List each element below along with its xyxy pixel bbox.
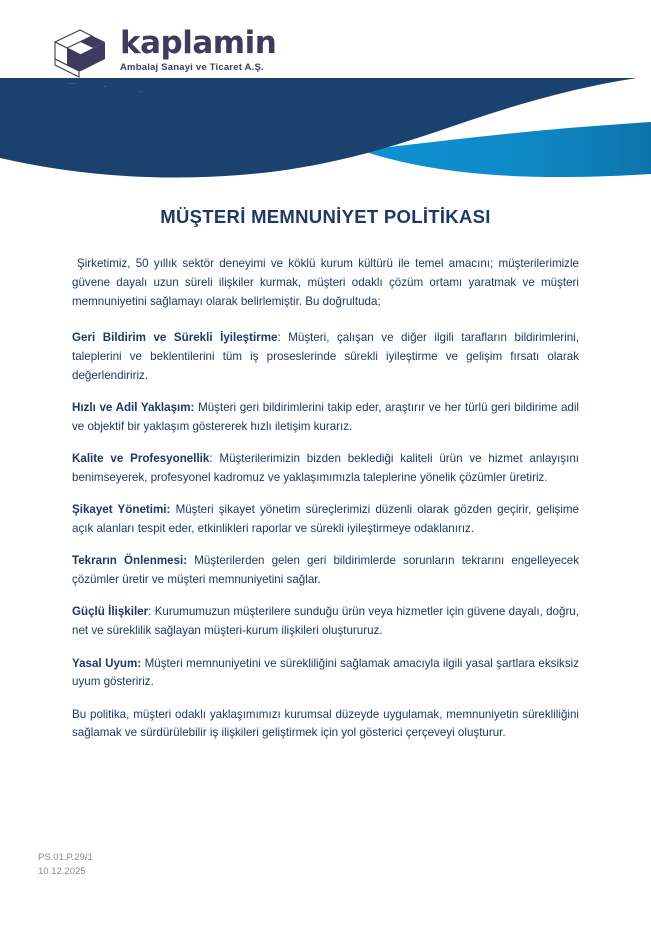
logo-wordmark: kaplamin [120, 25, 277, 61]
policy-item-6-body: Müşteri memnuniyetini ve sürekliliğini sağlamak amacıyla ilgili yasal şartlara eksiksiz uyum gösteririz. [72, 656, 579, 689]
policy-item-0-body: Müşteri, çalışan ve diğer ilgili tarafların bildirimlerini, taleplerini ve beklentilerini tüm iş proseslerinde sürekli iyileştirme ve gelişim fırsatı olarak değerlendiririz. [72, 331, 579, 382]
footer-doc-code: PS.01.P.29/1 [38, 852, 93, 863]
policy-item-6 [72, 655, 579, 693]
policy-item-1-body: Müşteri geri bildirimlerini takip eder, araştırır ve her türlü geri bildirime adil ve objektif bir yaklaşım göstererek hızlı iletişim kurarız. [72, 401, 579, 433]
policy-item-1 [72, 399, 579, 437]
open-box-icon [52, 29, 108, 79]
policy-item-3-body: Müşteri şikayet yönetim süreçlerimizi düzenli olarak gözden geçirir, gelişime açık alanları tespit eder, etkinlikleri raporlar ve sürekli iyileştirmeye odaklanırız. [72, 503, 579, 536]
policy-item-2-heading: Kalite ve Profesyonellik [72, 452, 210, 466]
closing-paragraph: Bu politika, müşteri odaklı yaklaşımımızı kurumsal düzeyde uygulamak, memnuniyetin sürekliliğini sağlamak ve sürdürülebilir iş ilişkileri geliştirmek için yol gösterici çerçeveyi oluşturur. [72, 707, 579, 740]
policy-item-1-heading: Hızlı ve Adil Yaklaşım: [72, 401, 195, 415]
header-wave-graphic [0, 78, 651, 180]
policy-item-0 [72, 329, 579, 385]
policy-item-5-separator: : [148, 605, 155, 619]
intro-paragraph: Şirketimiz, 50 yıllık sektör deneyimi ve köklü kurum kültürü ile temel amacını; müşterilerimizle güvene dayalı uzun süreli ilişkiler kurmak, müşteri odaklı çözüm ortamı yaratmak ve müşteri memnuniyetini sağlamayı olarak belirlemiştir. Bu doğrultuda; [72, 257, 579, 308]
policy-item-2 [72, 450, 579, 488]
policy-item-5 [72, 603, 579, 641]
policy-item-5-body: Kurumumuzun müşterilere sunduğu ürün veya hizmetler için güvene dayalı, doğru, net ve süreklilik sağlayan müşteri-kurum ilişkileri oluştururuz. [72, 605, 579, 638]
document-footer [38, 851, 93, 879]
logo-subtitle: Ambalaj Sanayi ve Ticaret A.Ş. [120, 61, 264, 73]
policy-item-2-body: Müşterilerimizin bizden beklediği kaliteli ürün ve hizmet anlayışını benimseyerek, profesyonel kadromuz ve yaklaşımımızla taleplerine yönelik çözümler üretiriz. [72, 452, 579, 485]
policy-item-0-heading: Geri Bildirim ve Sürekli İyileştirme [72, 331, 278, 345]
company-logo [52, 27, 276, 79]
policy-item-4-body: Müşterilerden gelen geri bildirimlerde sorunların tekrarını engelleyecek çözümler üretir ve müşteri memnuniyetini sağlar. [72, 554, 579, 587]
document-body [72, 255, 579, 757]
policy-item-3 [72, 501, 579, 539]
policy-item-2-separator: : [209, 452, 220, 466]
policy-item-0-separator: : [277, 331, 289, 345]
policy-item-3-heading: Şikayet Yönetimi: [72, 503, 171, 517]
policy-item-4 [72, 552, 579, 590]
footer-date: 10.12.2025 [38, 865, 86, 877]
page-title: MÜŞTERİ MEMNUNİYET POLİTİKASI [160, 206, 491, 227]
policy-item-5-heading: Güçlü İlişkiler [72, 605, 149, 619]
policy-item-4-heading: Tekrarın Önlenmesi: [72, 554, 188, 568]
logo-text-group [120, 27, 276, 73]
page-header [0, 0, 651, 185]
policy-item-6-heading: Yasal Uyum: [72, 656, 142, 670]
